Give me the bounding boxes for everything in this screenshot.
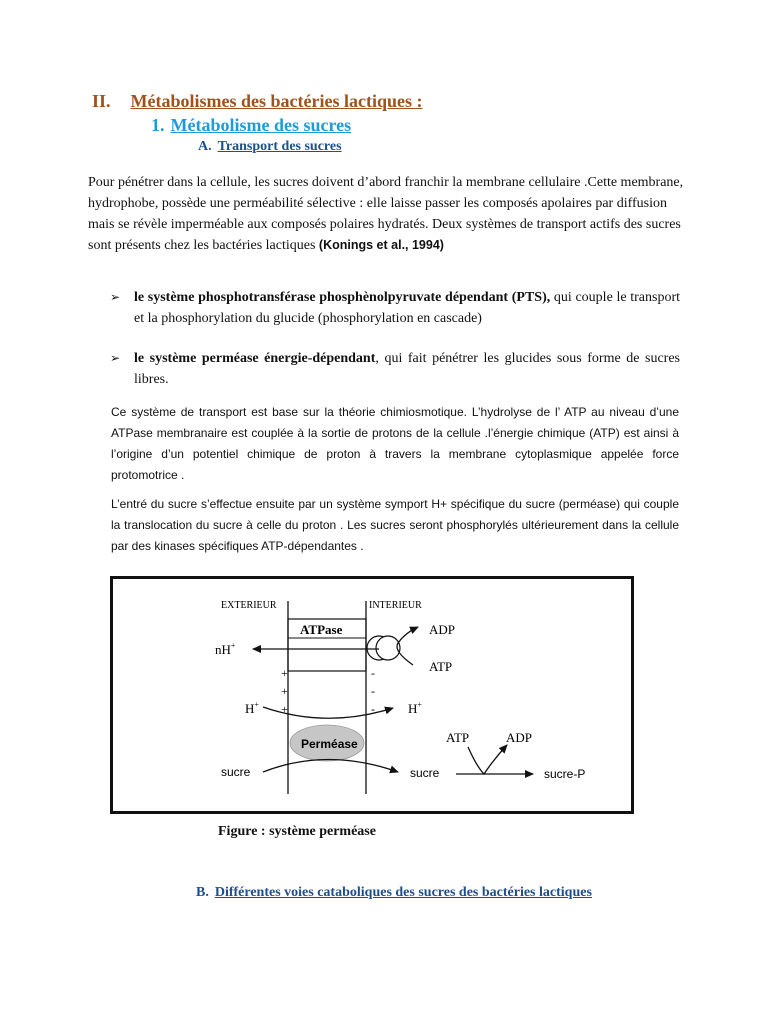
h-in-label: H+ xyxy=(408,700,422,716)
subsubsection-a-letter: A. xyxy=(198,139,212,154)
bullet-item-pts xyxy=(110,287,680,329)
bullet-bold: le système phosphotransférase phosphènolpyruvate dépendant (PTS), xyxy=(134,290,551,305)
adp-label: ADP xyxy=(429,622,456,637)
plus-sign: + xyxy=(281,666,288,680)
atp-kinase-label: ATP xyxy=(446,730,470,745)
subsubsection-a-title: Transport des sucres xyxy=(217,139,342,154)
subsubsection-b-letter: B. xyxy=(196,885,209,900)
sugar-in-arrow xyxy=(263,760,398,773)
subsection-number: 1. xyxy=(151,115,165,135)
sucre-out-label: sucre xyxy=(221,765,251,779)
nh-label: nH+ xyxy=(215,641,236,657)
section-title: Métabolismes des bactéries lactiques : xyxy=(130,91,423,111)
interior-label: INTERIEUR xyxy=(369,600,422,611)
atpase-head-right xyxy=(376,636,400,660)
plus-sign: + xyxy=(281,702,288,716)
bullet-text: , qui fait pénétrer les glucides sous forme de sucres libres. xyxy=(134,351,681,387)
subsubsection-b-heading xyxy=(196,885,592,901)
arrow-bullet-icon: ➢ xyxy=(110,351,121,365)
subsubsection-a-heading xyxy=(198,139,342,155)
exterior-label: EXTERIEUR xyxy=(221,600,277,611)
minus-sign: - xyxy=(371,702,375,716)
paragraph-symport: L’entré du sucre s’effectue ensuite par un système symport H+ spécifique du sucre (perméase) qui couple la translocation du sucre à celle du proton . Les sucres seront phosphorylés ultérieurement dans la cellule par des kinases spécifiques ATP-dépendantes . xyxy=(111,497,679,553)
bullet-item-permease xyxy=(110,348,680,390)
h-out-label: H+ xyxy=(245,700,259,716)
subsection-heading xyxy=(151,115,351,136)
atp-label: ATP xyxy=(429,659,453,674)
intro-citation: (Konings et al., 1994) xyxy=(318,238,444,252)
subsubsection-b-title: Différentes voies cataboliques des sucres des bactéries lactiques xyxy=(214,885,592,900)
figure-caption: Figure : système perméase xyxy=(218,824,376,839)
figure-permease xyxy=(110,576,634,814)
plus-sign: + xyxy=(281,684,288,698)
sucre-in-label: sucre xyxy=(410,766,440,780)
sucre-p-label: sucre-P xyxy=(544,767,586,781)
subsection-title: Métabolisme des sucres xyxy=(170,115,352,135)
atpase-label: ATPase xyxy=(300,622,343,637)
intro-paragraph xyxy=(88,172,688,256)
intro-text: Pour pénétrer dans la cellule, les sucres doivent d’abord franchir la membrane cellulaire .Cette membrane, hydrophobe, possède une perméabilité sélective : elle laisse passer les composés apolaires par diffusion mais se révèle imperméable aux composés polaires hydratés. Deux systèmes de transport actifs des sucres sont présents chez les bactéries lactiques xyxy=(88,175,684,253)
bullet-text: qui couple le transport et la phosphorylation du glucide (phosphorylation en cascade) xyxy=(134,290,680,326)
arrow-bullet-icon: ➢ xyxy=(110,290,121,304)
bullet-bold: le système perméase énergie-dépendant xyxy=(134,351,376,366)
figure-diagram xyxy=(113,579,631,811)
minus-sign: - xyxy=(371,666,375,680)
paragraph-chemiosmotic: Ce système de transport est base sur la théorie chimiosmotique. L’hydrolyse de l’ ATP au niveau d’une ATPase membranaire est couplée à la sortie de protons de la cellule .l’énergie chimique (ATP) est ainsi à l’origine d’un potentiel chimique de proton à travers la membrane cytoplasmique appelée force protomotrice . xyxy=(111,405,679,482)
minus-sign: - xyxy=(371,684,375,698)
section-heading xyxy=(92,91,422,112)
adp-kinase-label: ADP xyxy=(506,730,533,745)
kinase-curve-arrow xyxy=(468,745,507,774)
permease-label: Perméase xyxy=(301,737,358,751)
section-number: II. xyxy=(92,91,111,111)
